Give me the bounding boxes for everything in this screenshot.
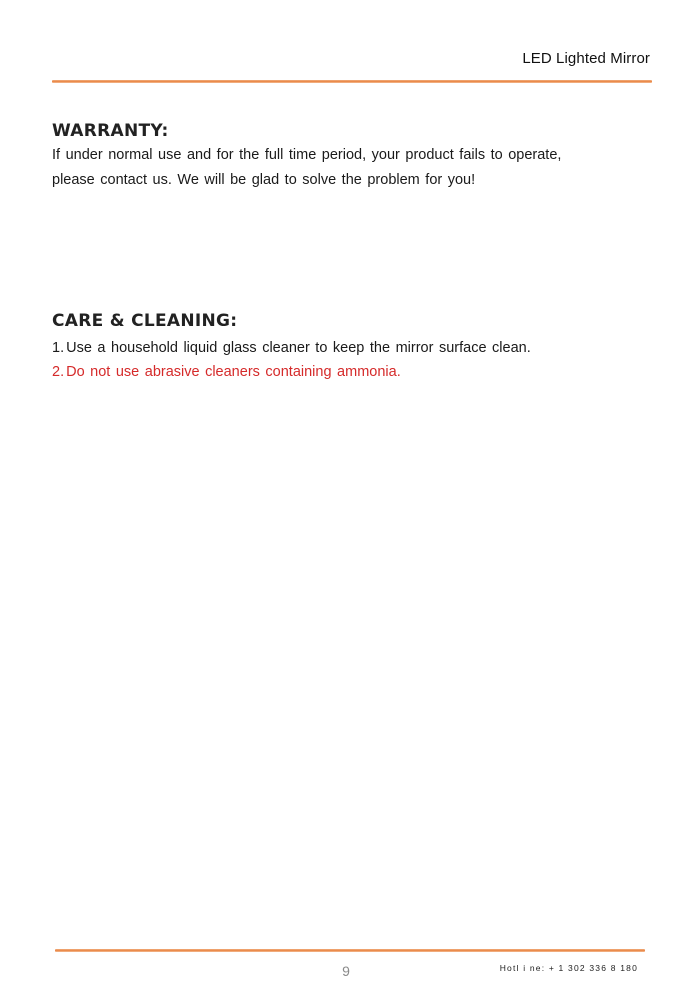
header-divider (52, 80, 652, 83)
warranty-line: If under normal use and for the full time period, your product fails to operate, (52, 147, 562, 163)
list-item-text: Use a household liquid glass cleaner to keep the mirror surface clean. (66, 340, 531, 356)
header-title: LED Lighted Mirror (522, 50, 650, 67)
warranty-line: please contact us. We will be glad to solve the problem for you! (52, 172, 476, 188)
warranty-text (52, 143, 642, 193)
list-item (52, 336, 531, 360)
care-cleaning-list (52, 336, 531, 384)
hotline-text: Hotl i ne: + 1 302 336 8 180 (499, 963, 638, 973)
list-item-number: 1. (52, 340, 65, 356)
list-item-number: 2. (52, 364, 65, 380)
list-item-warning (52, 360, 531, 384)
care-cleaning-heading: CARE & CLEANING: (52, 311, 238, 331)
warranty-heading: WARRANTY: (52, 121, 169, 141)
list-item-text: Do not use abrasive cleaners containing ammonia. (66, 364, 401, 380)
page-number: 9 (342, 963, 350, 979)
footer-divider (55, 949, 645, 952)
